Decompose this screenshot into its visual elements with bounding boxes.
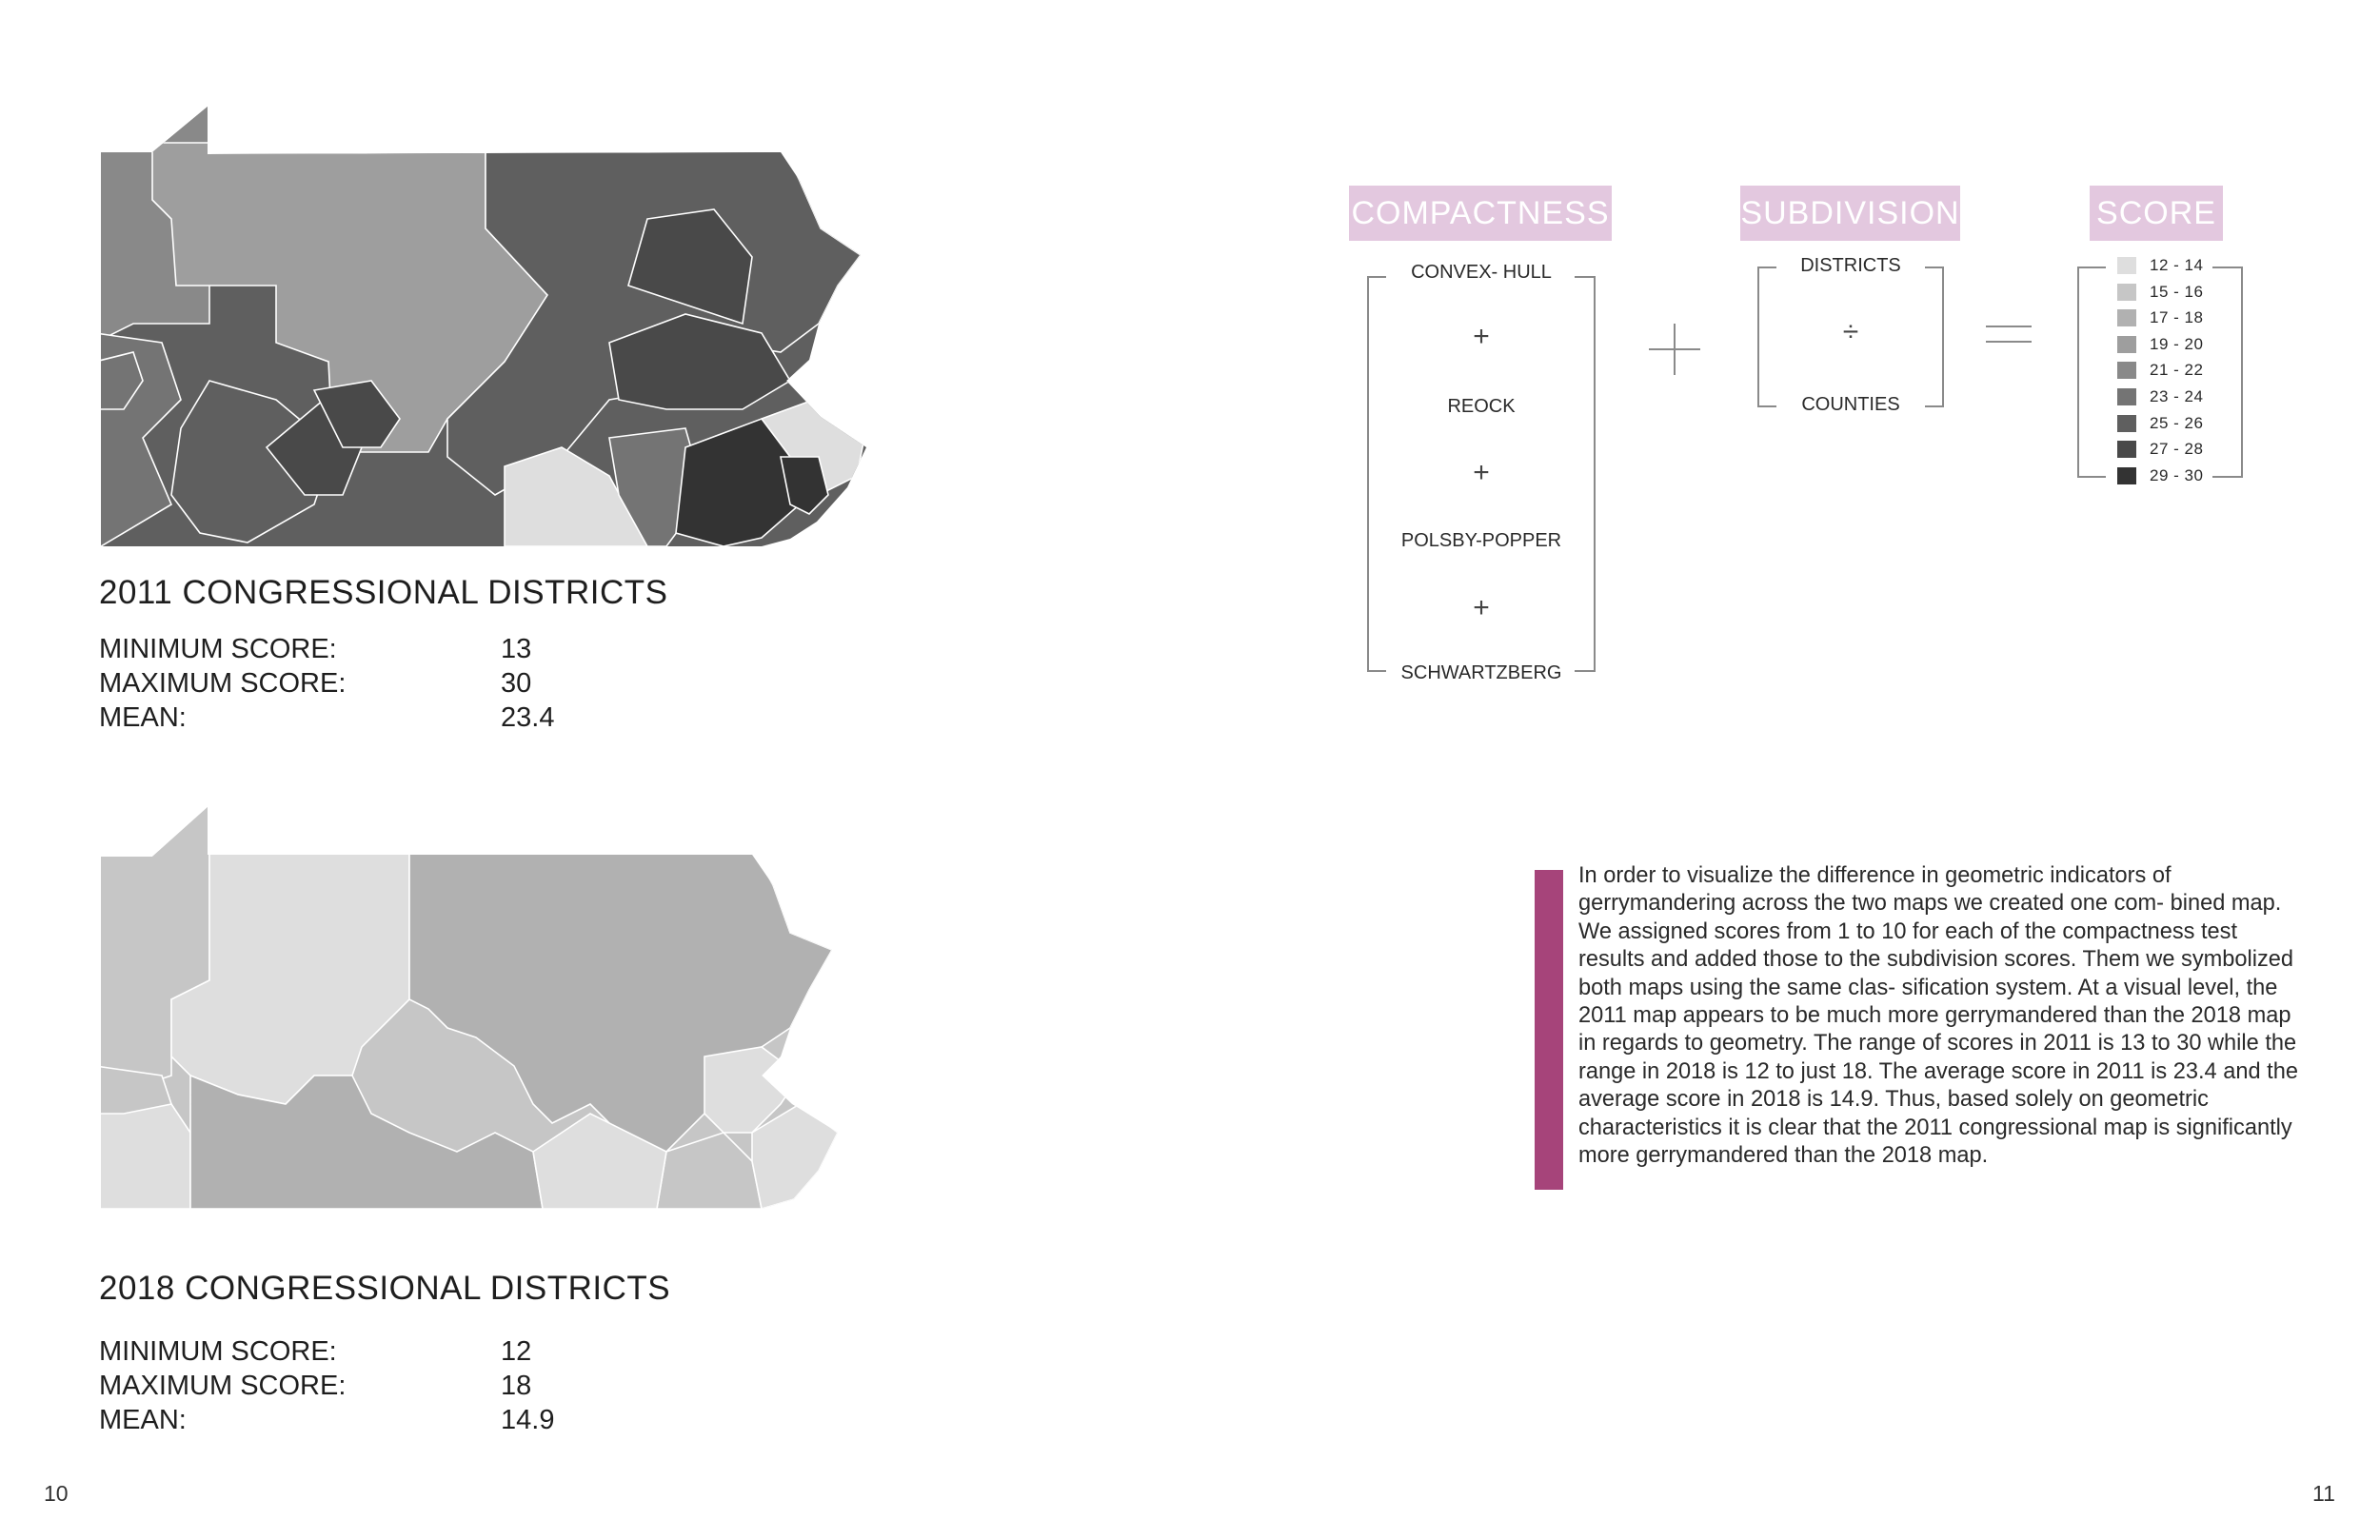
subdivision-bracket-tick [1757, 267, 1776, 268]
schwartzberg-label: SCHWARTZBERG [1396, 662, 1568, 684]
divide-icon: ÷ [1842, 316, 1859, 347]
legend-item [2117, 413, 2203, 434]
map-2011 [0, 0, 876, 562]
score-bracket-tick [2212, 267, 2243, 268]
legend-swatch [2117, 388, 2136, 405]
plus-icon: + [1473, 592, 1490, 623]
plus-icon: + [1473, 457, 1490, 488]
equals-icon-bottom [1986, 341, 2032, 343]
page-number-left: 10 [44, 1481, 69, 1506]
legend-swatch [2117, 467, 2136, 484]
legend-swatch [2117, 441, 2136, 458]
legend-label: 12 - 14 [2150, 256, 2204, 274]
stat-value: 13 [501, 634, 532, 664]
stat-value: 18 [501, 1371, 532, 1401]
subdivision-bracket-tick [1757, 405, 1776, 407]
subdivision-header: SUBDIVISION [1740, 186, 1960, 241]
compactness-bracket-left [1367, 276, 1369, 672]
legend-swatch [2117, 257, 2136, 274]
summary-paragraph: In order to visualize the difference in geometric indicators of gerrymandering across the two maps we created one com- bined map. We assigned scores from 1 to 10 for each of the compactness test results and added those to the subdivision scores. Them we symbolized both maps using the same clas- sification system. At a visual level, the 2011 map appears to be much more gerrymandered than the 2018 map in regards to geometry. The range of scores in 2011 is 13 to 30 while the range in 2018 is 12 to just 18. The average score in 2011 is 23.4 and the average score in 2018 is 14.9. Thus, based solely on geometric characteristics it is clear that the 2011 congressional map is significantly more gerrymandered than the 2018 map. [1578, 863, 2298, 1169]
stat-value: 14.9 [501, 1405, 555, 1435]
legend-swatch [2117, 284, 2136, 301]
legend-label: 19 - 20 [2150, 334, 2204, 353]
big-plus-icon-v [1674, 324, 1676, 375]
legend-label: 29 - 30 [2150, 465, 2204, 484]
legend-label: 17 - 18 [2150, 308, 2204, 327]
stat-label: MAXIMUM SCORE: [99, 668, 347, 699]
legend-swatch [2117, 415, 2136, 432]
legend-item [2117, 282, 2203, 303]
score-bracket-tick [2077, 476, 2106, 478]
legend-item [2117, 334, 2203, 355]
page-number-right: 11 [2312, 1481, 2335, 1506]
legend-swatch [2117, 336, 2136, 353]
compactness-bracket-tick [1367, 670, 1386, 672]
convex-hull-label: CONVEX- HULL [1405, 262, 1557, 284]
equals-icon-top [1986, 326, 2032, 327]
compactness-header: COMPACTNESS [1349, 186, 1612, 241]
legend-label: 27 - 28 [2150, 440, 2204, 459]
compactness-bracket-tick [1575, 276, 1596, 278]
legend-item [2117, 386, 2203, 407]
compactness-bracket-right [1594, 276, 1596, 672]
legend-label: 25 - 26 [2150, 413, 2204, 432]
score-header: SCORE [2090, 186, 2223, 241]
subdivision-bracket-right [1942, 267, 1944, 407]
stat-label: MEAN: [99, 702, 187, 733]
legend-swatch [2117, 362, 2136, 379]
subdivision-bracket-tick [1925, 267, 1944, 268]
subdivision-bracket-tick [1925, 405, 1944, 407]
map-2018-title: 2018 CONGRESSIONAL DISTRICTS [99, 1270, 671, 1307]
map-2011-title: 2011 CONGRESSIONAL DISTRICTS [99, 574, 668, 611]
score-bracket-tick [2212, 476, 2243, 478]
stat-label: MAXIMUM SCORE: [99, 1371, 347, 1401]
stat-value: 12 [501, 1336, 532, 1367]
stat-label: MINIMUM SCORE: [99, 634, 337, 664]
polsby-popper-label: POLSBY-POPPER [1400, 530, 1562, 551]
score-bracket-left [2077, 267, 2079, 478]
plus-icon: + [1473, 321, 1490, 352]
stat-value: 23.4 [501, 702, 555, 733]
legend-item [2117, 307, 2203, 328]
map-2018 [0, 790, 876, 1285]
legend-label: 21 - 22 [2150, 361, 2204, 380]
legend-swatch [2117, 309, 2136, 326]
legend-label: 15 - 16 [2150, 282, 2204, 301]
stat-label: MINIMUM SCORE: [99, 1336, 337, 1367]
score-bracket-right [2241, 267, 2243, 478]
score-bracket-tick [2077, 267, 2106, 268]
stat-label: MEAN: [99, 1405, 187, 1435]
legend-label: 23 - 24 [2150, 387, 2204, 405]
legend-item [2117, 465, 2203, 486]
compactness-bracket-tick [1367, 276, 1386, 278]
reock-label: REOCK [1447, 396, 1516, 417]
legend-item [2117, 360, 2203, 381]
legend-item [2117, 439, 2203, 460]
subdivision-bracket-left [1757, 267, 1759, 407]
counties-label: COUNTIES [1795, 394, 1905, 416]
accent-bar [1535, 870, 1563, 1190]
legend-item [2117, 255, 2203, 276]
stat-value: 30 [501, 668, 532, 699]
compactness-bracket-tick [1575, 670, 1596, 672]
districts-label: DISTRICTS [1795, 255, 1907, 277]
